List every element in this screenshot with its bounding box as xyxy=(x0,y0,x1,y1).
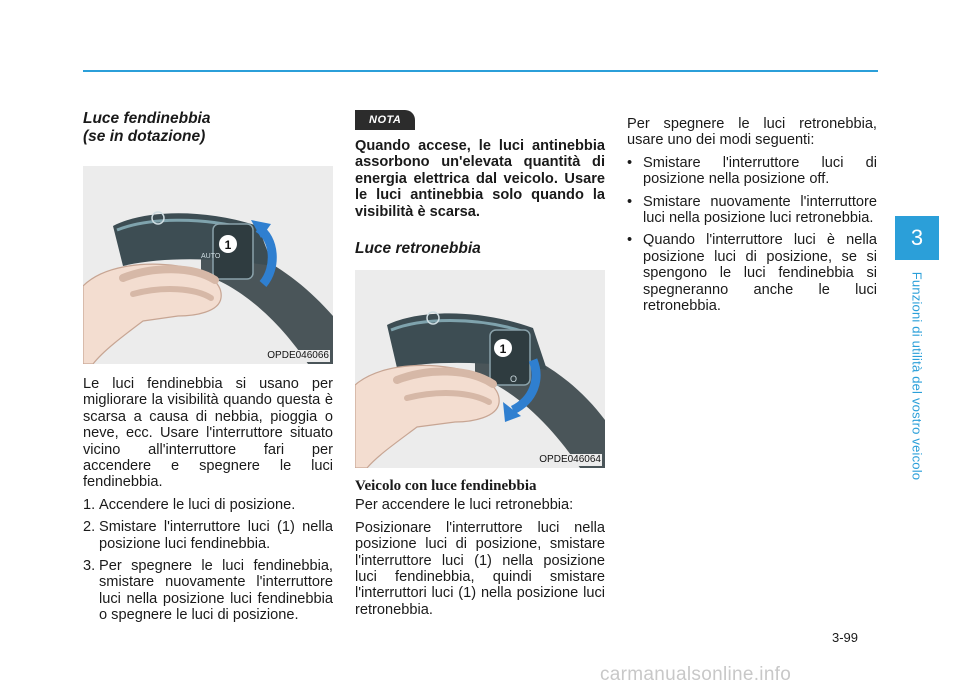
column-fog-lights xyxy=(83,110,333,624)
paragraph-turn-on: Per accendere le luci retronebbia: xyxy=(355,497,574,514)
chapter-tab: 3 xyxy=(895,216,939,260)
figure-caption: OPDE046066 xyxy=(267,350,329,361)
nota-text: Quando accese, le luci antinebbia assorbono un'elevata quantità di energia elettrica dal veicolo. Usare le luci antinebbia solo quando la visibilità è scarsa. xyxy=(355,138,605,220)
page-number: 3-99 xyxy=(832,630,859,645)
header-rule xyxy=(83,70,878,72)
section-title-fog-lights: Luce fendinebbia (se in dotazione) xyxy=(83,110,211,145)
subsection-title: Veicolo con luce fendinebbia xyxy=(355,478,537,495)
figure-caption: OPDE046064 xyxy=(539,454,601,466)
intro-paragraph: Per spegnere le luci retronebbia, usare uno dei modi seguenti: xyxy=(627,116,877,149)
step-item: 3. Per spegnere le luci fendinebbia, smistare nuovamente l'interruttore luci nella posizione luci fendinebbia o spegnere le luci di posizione. xyxy=(83,558,333,624)
stalk-illustration-rear xyxy=(355,270,605,468)
off-label: O xyxy=(510,374,518,385)
bullet-item: • Smistare l'interruttore luci di posizione nella posizione off. xyxy=(627,154,877,188)
chapter-title: Funzioni di utilità del vostro veicolo xyxy=(909,271,925,481)
stalk-illustration xyxy=(83,166,333,364)
intro-paragraph: Le luci fendinebbia si usano per migliorare la visibilità quando questa è scarsa a causa di nebbia, pioggia o neve, ecc. Usare l'interruttore situato vicino all'interruttore fari per accendere e spegnere le luci fendinebbia. xyxy=(83,376,333,491)
column-turn-off xyxy=(627,116,877,314)
watermark: carmanualsonline.info xyxy=(600,664,792,685)
auto-label: AUTO xyxy=(201,253,221,260)
nota-badge: NOTA xyxy=(355,110,415,130)
switch-marker-number: 1 xyxy=(224,238,232,252)
figure-rear-fog-switch xyxy=(355,270,605,468)
paragraph-instructions: Posizionare l'interruttore luci nella posizione luci di posizione, smistare l'interruttore luci (1) nella posizione luci fendinebbia, quindi smistare l'interruttori luci (1) nella posizione luci retronebbia. xyxy=(355,519,605,618)
steps-list xyxy=(83,497,333,624)
column-rear-fog xyxy=(355,110,605,618)
step-item: 2. Smistare l'interruttore luci (1) nella posizione luci fendinebbia. xyxy=(83,519,333,552)
figure-fog-light-switch xyxy=(83,166,333,364)
bullets-list xyxy=(627,155,877,315)
bullet-item: • Smistare nuovamente l'interruttore luci nella posizione luci retronebbia. xyxy=(627,193,877,227)
step-item: 1. Accendere le luci di posizione. xyxy=(83,496,296,513)
section-title-rear-fog: Luce retronebbia xyxy=(355,240,481,258)
light-ring xyxy=(213,224,253,279)
switch-marker-number: 1 xyxy=(499,342,507,357)
bullet-item: • Quando l'interruttore luci è nella posizione luci di posizione, se si spengono le luci fendinebbia si spegneranno anche le luci retronebbia. xyxy=(627,232,877,315)
